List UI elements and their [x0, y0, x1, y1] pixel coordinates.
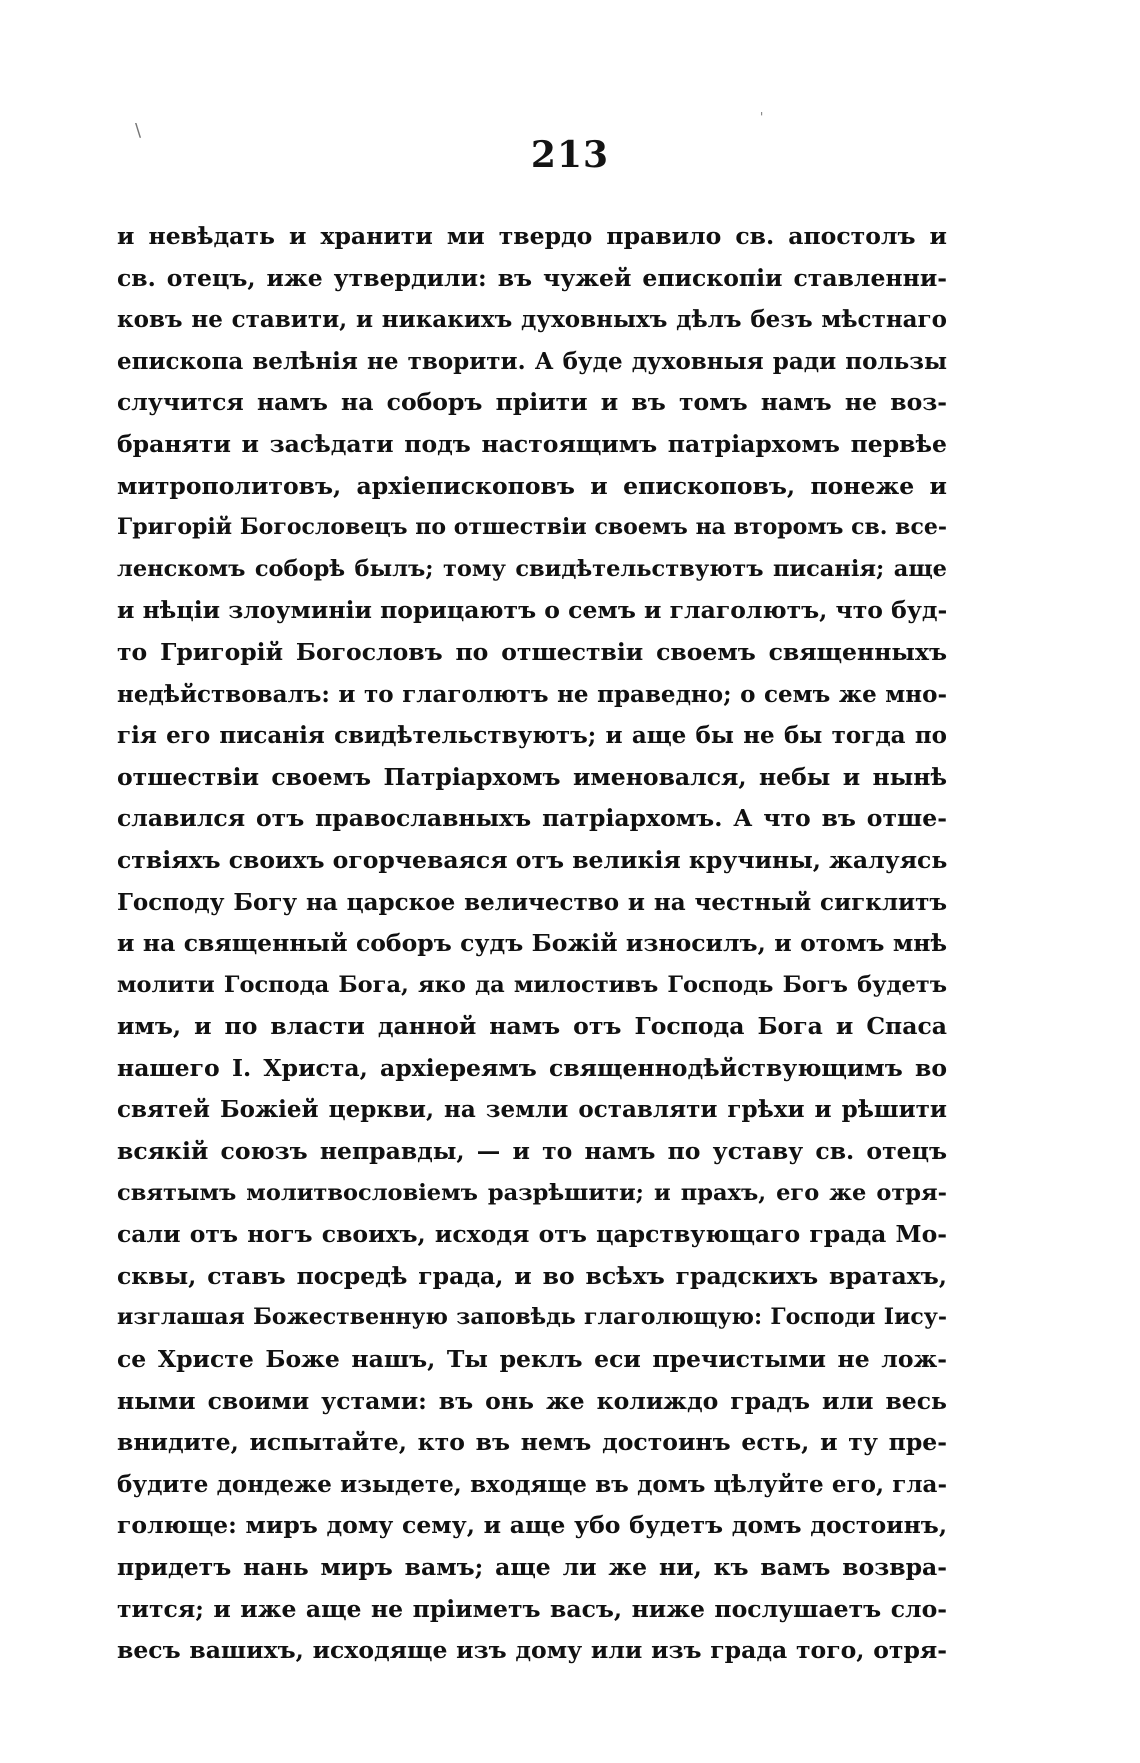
- scan-speck: \: [135, 120, 142, 141]
- text-line: се Христе Боже нашъ, Ты реклъ еси пречистыми не лож-: [117, 1345, 947, 1374]
- text-line: и невѣдать и хранити ми твердо правило св. апостолъ и: [117, 222, 947, 250]
- text-line: епископа велѣнія не творити. А буде духовныя ради пользы: [117, 347, 947, 375]
- text-line: сквы, ставъ посредѣ града, и во всѣхъ градскихъ вратахъ,: [117, 1261, 947, 1290]
- text-line: гія его писанія свидѣтельствуютъ; и аще бы не бы тогда по: [117, 722, 947, 750]
- text-line: внидите, испытайте, кто въ немъ достоинъ есть, и ту пре-: [117, 1428, 947, 1457]
- body-text: [117, 216, 947, 1672]
- text-line: сали отъ ногъ своихъ, исходя отъ царствующаго града Мо-: [117, 1220, 947, 1249]
- text-line: и нѣціи злоуминіи порицаютъ о семъ и глаголютъ, что буд-: [117, 596, 947, 625]
- text-line: ковъ не ставити, и никакихъ духовныхъ дѣлъ безъ мѣстнаго: [117, 306, 947, 334]
- text-line: всякій союзъ неправды, — и то намъ по уставу св. отецъ: [117, 1137, 947, 1166]
- text-line: ствіяхъ своихъ огорчеваяся отъ великія кручины, жалуясь: [117, 845, 947, 874]
- text-line: Григорій Богословецъ по отшествіи своемъ на второмъ св. все-: [117, 514, 947, 541]
- text-line: и на священный соборъ судъ Божій износилъ, и отомъ мнѣ: [117, 929, 947, 958]
- text-line: славился отъ православныхъ патріархомъ. А что въ отше-: [117, 804, 947, 833]
- text-line: митрополитовъ, архіепископовъ и епископовъ, понеже и: [117, 471, 947, 500]
- page-number: 213: [530, 134, 610, 176]
- text-line: изглашая Божественную заповѣдь глаголющую: Господи Іису-: [117, 1304, 947, 1331]
- text-line: будите дондеже изыдете, входяще въ домъ цѣлуйте его, гла-: [117, 1470, 947, 1498]
- text-line: недѣйствовалъ: и то глаголютъ не праведно; о семъ же мно-: [117, 680, 947, 708]
- text-line: молити Господа Бога, яко да милостивъ Господь Богъ будетъ: [117, 971, 947, 998]
- scan-speck: ': [760, 110, 764, 124]
- text-line: имъ, и по власти данной намъ отъ Господа Бога и Спаса: [117, 1012, 947, 1041]
- text-line: тится; и иже аще не пріиметъ васъ, ниже послушаетъ сло-: [117, 1594, 947, 1623]
- text-line: святымъ молитвословіемъ разрѣшити; и прахъ, его же отря-: [117, 1179, 947, 1206]
- text-line: то Григорій Богословъ по отшествіи своемъ священныхъ: [117, 637, 947, 666]
- text-line: св. отецъ, иже утвердили: въ чужей епископіи ставленни-: [117, 263, 947, 292]
- text-line: нашего І. Христа, архіереямъ священнодѣйствующимъ во: [117, 1053, 947, 1082]
- text-line: отшествіи своемъ Патріархомъ именовался, небы и нынѣ: [117, 762, 947, 791]
- text-line: ными своими устами: въ онь же колиждо градъ или весь: [117, 1386, 947, 1415]
- text-line: Господу Богу на царское величество и на честный сигклитъ: [117, 888, 947, 916]
- text-line: случится намъ на соборъ пріити и въ томъ намъ не воз-: [117, 388, 947, 417]
- text-line: браняти и засѣдати подъ настоящимъ патріархомъ первѣе: [117, 429, 947, 458]
- text-line: придетъ нань миръ вамъ; аще ли же ни, къ вамъ возвра-: [117, 1553, 947, 1581]
- text-line: весъ вашихъ, исходяще изъ дому или изъ града того, отря-: [117, 1636, 947, 1665]
- text-line: голюще: миръ дому сему, и аще убо будетъ домъ достоинъ,: [117, 1511, 947, 1540]
- text-line: святей Божіей церкви, на земли оставляти грѣхи и рѣшити: [117, 1096, 947, 1124]
- text-line: ленскомъ соборѣ былъ; тому свидѣтельствуютъ писанія; аще: [117, 555, 947, 582]
